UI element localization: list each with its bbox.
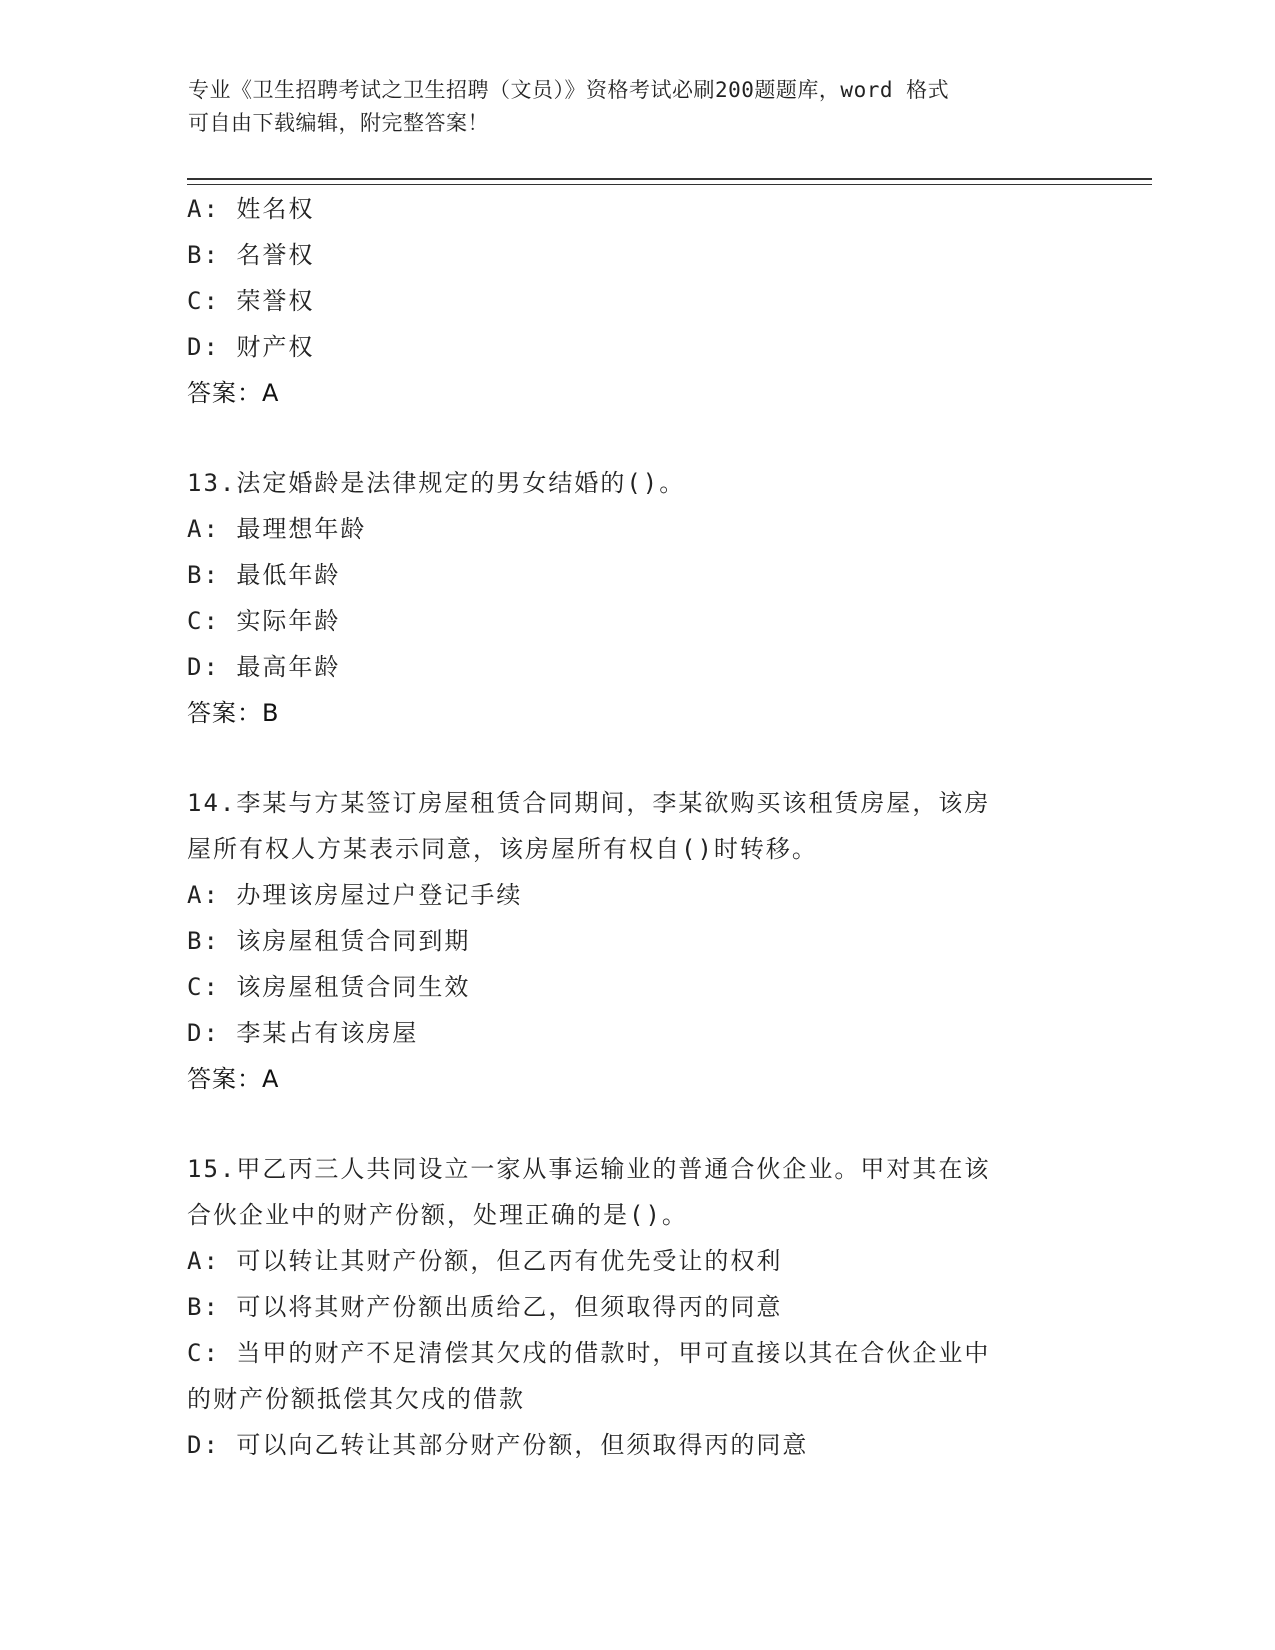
question-15: [187, 1146, 1087, 1468]
option-b: B: 名誉权: [187, 241, 315, 269]
option-b: B: 最低年龄: [187, 561, 341, 589]
question-text-line2: 屋所有权人方某表示同意，该房屋所有权自()时转移。: [187, 835, 818, 863]
answer-label: 答案：B: [187, 699, 280, 727]
question-list: [187, 186, 1087, 1468]
option-d: D: 财产权: [187, 333, 315, 361]
option-b: B: 该房屋租赁合同到期: [187, 927, 471, 955]
document-header: [188, 74, 1068, 140]
question-12: [187, 186, 1087, 416]
question-text: 13.法定婚龄是法律规定的男女结婚的()。: [187, 469, 686, 497]
option-b: B: 可以将其财产份额出质给乙，但须取得丙的同意: [187, 1293, 783, 1321]
header-title-line1: 专业《卫生招聘考试之卫生招聘（文员）》资格考试必刷200题题库，word 格式: [188, 78, 950, 102]
header-rule-thick: [187, 178, 1152, 180]
question-text-line1: 15.甲乙丙三人共同设立一家从事运输业的普通合伙企业。甲对其在该: [187, 1155, 991, 1183]
option-c: C: 实际年龄: [187, 607, 341, 635]
answer-label: 答案：A: [187, 379, 280, 407]
option-a: A: 姓名权: [187, 195, 315, 223]
question-text-line2: 合伙企业中的财产份额，处理正确的是()。: [187, 1201, 688, 1229]
question-13: [187, 460, 1087, 736]
answer-label: 答案：A: [187, 1065, 280, 1093]
spacer: [187, 416, 1087, 460]
spacer: [187, 1102, 1087, 1146]
option-d: D: 可以向乙转让其部分财产份额，但须取得丙的同意: [187, 1431, 809, 1459]
header-title-line2: 可自由下载编辑，附完整答案！: [188, 111, 489, 135]
question-text-line1: 14.李某与方某签订房屋租赁合同期间，李某欲购买该租赁房屋，该房: [187, 789, 991, 817]
option-a: A: 办理该房屋过户登记手续: [187, 881, 523, 909]
option-c: C: 该房屋租赁合同生效: [187, 973, 471, 1001]
option-a: A: 最理想年龄: [187, 515, 367, 543]
option-d: D: 李某占有该房屋: [187, 1019, 419, 1047]
header-rule-thin: [187, 184, 1152, 185]
option-c-line2: 的财产份额抵偿其欠戌的借款: [187, 1385, 525, 1413]
option-a: A: 可以转让其财产份额，但乙丙有优先受让的权利: [187, 1247, 783, 1275]
question-14: [187, 780, 1087, 1102]
option-c: C: 荣誉权: [187, 287, 315, 315]
option-c-line1: C: 当甲的财产不足清偿其欠戌的借款时，甲可直接以其在合伙企业中: [187, 1339, 991, 1367]
option-d: D: 最高年龄: [187, 653, 341, 681]
spacer: [187, 736, 1087, 780]
